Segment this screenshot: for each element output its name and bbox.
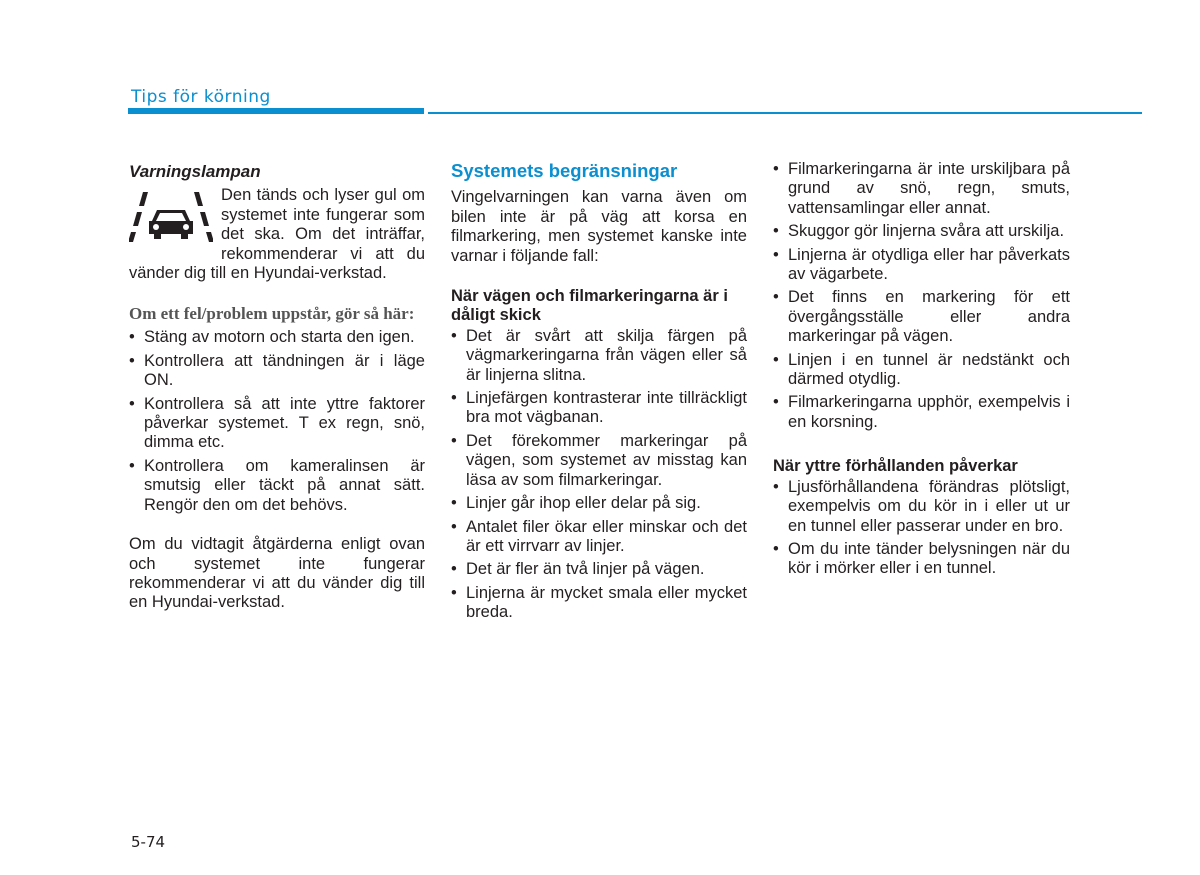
list-item: • Det är fler än två linjer på vägen.: [451, 560, 705, 579]
external-conditions-list: [773, 478, 1070, 579]
list-item: • Filmarkeringarna upphör, exempelvis i en korsning.: [773, 393, 1070, 431]
warning-lamp-text: Den tänds och lyser gul om systemet inte fungerar som det ska. Om det inträffar, rekommenderar vi att du vänder dig till en Hyundai-verkstad.: [129, 186, 425, 283]
road-condition-list: [451, 327, 747, 623]
list-item: • Ljusförhållandena förändras plötsligt, exempelvis om du kör in i eller ut ur en tunnel eller passerar under en bro.: [773, 477, 1070, 535]
list-item: • Linjen i en tunnel är nedstänkt och därmed otydlig.: [773, 350, 1070, 389]
list-item: • Linjerna är mycket smala eller mycket breda.: [451, 583, 747, 622]
column-2: [451, 160, 747, 627]
fault-list: [129, 328, 425, 515]
section-title: Systemets begränsningar: [451, 160, 678, 181]
limitations-intro: Vingelvarningen kan varna även om bilen inte är på väg att korsa en filmarkering, men systemet kanske inte varnar i följande fall:: [451, 188, 747, 265]
marking-list: [773, 160, 1070, 432]
page-number: 5-74: [131, 833, 166, 851]
list-item: • Kontrollera att tändningen är i läge ON.: [129, 351, 425, 390]
column-3: [773, 160, 1070, 583]
header-rule-thick: [128, 108, 424, 114]
lane-warning-car-icon: [129, 188, 213, 246]
list-item: • Det förekommer markeringar på vägen, som systemet av misstag kan läsa av som filmarkeringar.: [451, 431, 747, 489]
list-item: • Kontrollera så att inte yttre faktorer påverkar systemet. T ex regn, snö, dimma etc.: [129, 394, 425, 452]
list-item: • Det är svårt att skilja färgen på vägmarkeringarna från vägen eller så är linjerna slitna.: [451, 326, 747, 384]
list-item: • Om du inte tänder belysningen när du kör i mörker eller i en tunnel.: [773, 539, 1070, 578]
list-item: • Filmarkeringarna är inte urskiljbara på grund av snö, regn, smuts, vattensamlingar eller annat.: [773, 160, 1070, 217]
page-header-title: Tips för körning: [131, 87, 271, 107]
closing-paragraph: Om du vidtagit åtgärderna enligt ovan och systemet inte fungerar rekommenderar vi att du vänder dig till en Hyundai-verkstad.: [129, 535, 425, 612]
list-item: • Antalet filer ökar eller minskar och det är ett virrvarr av linjer.: [451, 517, 747, 555]
list-item: • Linjefärgen kontrasterar inte tillräckligt bra mot vägbanan.: [451, 389, 747, 427]
external-conditions-heading: När yttre förhållanden påverkar: [773, 457, 1018, 476]
column-1: [129, 160, 425, 613]
road-condition-heading: När vägen och filmarkeringarna är i dåligt skick: [451, 287, 728, 325]
header-rule-thin: [428, 112, 1142, 114]
list-item: • Stäng av motorn och starta den igen.: [129, 328, 415, 347]
warning-lamp-heading: Varningslampan: [129, 162, 261, 181]
list-item: • Det finns en markering för ett övergångsställe eller andra markeringar på vägen.: [773, 288, 1070, 346]
list-item: • Linjer går ihop eller delar på sig.: [451, 494, 701, 513]
list-item: • Kontrollera om kameralinsen är smutsig eller täckt på annat sätt. Rengör den om det behövs.: [129, 456, 425, 514]
fault-heading: Om ett fel/problem uppstår, gör så här:: [129, 304, 415, 324]
list-item: • Skuggor gör linjerna svåra att urskilja.: [773, 222, 1065, 241]
list-item: • Linjerna är otydliga eller har påverkats av vägarbete.: [773, 245, 1070, 284]
